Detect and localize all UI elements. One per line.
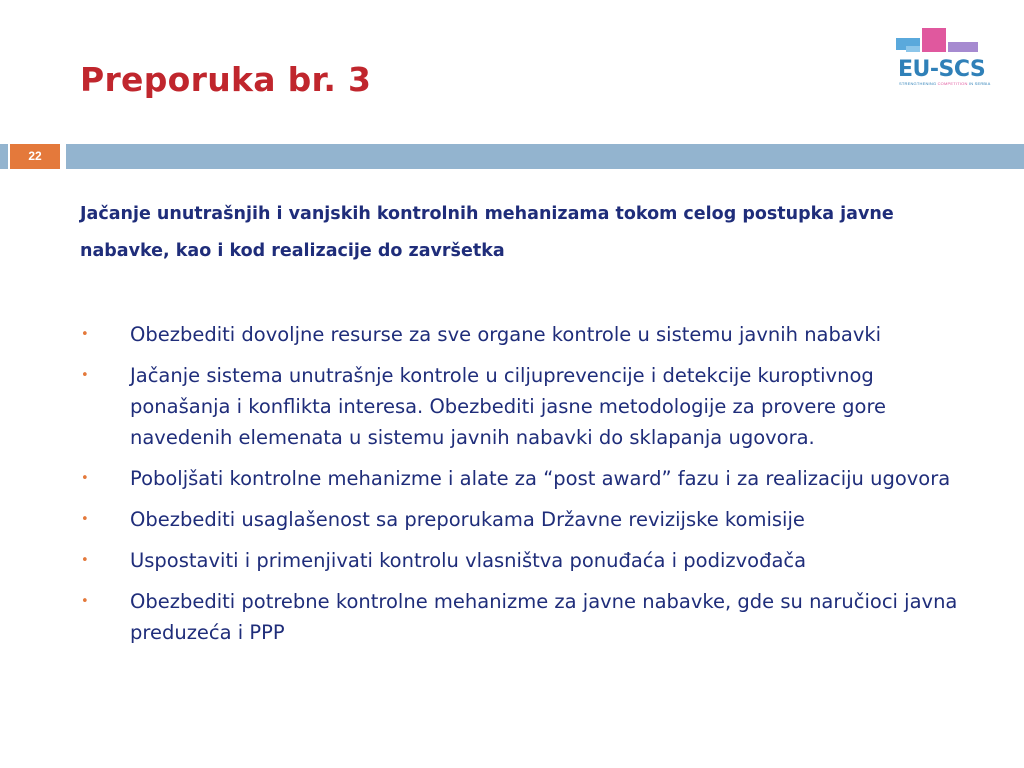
bullet-dot-icon: • [81,594,89,609]
list-item-text: Poboljšati kontrolne mehanizme i alate za “post award” fazu i za realizaciju ugovora [130,467,951,490]
list-item [0,504,960,535]
slide-subtitle: Jačanje unutrašnjih i vanjskih kontrolnih mehanizama tokom celog postupka javne nabavke, kao i kod realizacije do završetka [80,204,894,261]
eu-scs-logo [896,28,991,90]
logo-block-purple [948,42,978,52]
header-band-right [66,144,1024,169]
list-item-text: Obezbediti dovoljne resurse za sve organe kontrole u sistemu javnih nabavki [130,323,882,346]
list-item [0,463,960,494]
list-item-text: Obezbediti usaglašenost sa preporukama Državne revizijske komisije [130,508,805,531]
logo-tagline [899,81,990,86]
bullet-dot-icon: • [81,327,89,342]
logo-tagline-prefix: STRENGTHENING [899,81,938,86]
list-item-text: Uspostaviti i primenjivati kontrolu vlasništva ponuđaća i podizvođača [130,549,807,572]
list-item-text: Obezbediti potrebne kontrolne mehanizme za javne nabavke, gde su naručioci javna preduzeća i PPP [130,590,958,644]
logo-block-pink [922,28,946,52]
slide-number: 22 [10,144,60,169]
list-item [0,319,960,350]
list-item [0,360,960,453]
bullet-dot-icon: • [81,471,89,486]
bullet-dot-icon: • [81,368,89,383]
logo-text: EU-SCS [898,57,986,82]
logo-tagline-highlight: COMPETITION [937,81,968,86]
logo-block-light-blue [906,46,920,52]
bullet-dot-icon: • [81,553,89,568]
logo-tagline-suffix: IN SERBIA [967,81,991,86]
bullet-dot-icon: • [81,512,89,527]
list-item [0,586,960,648]
list-item [0,545,960,576]
slide-title: Preporuka br. 3 [80,60,372,99]
bullet-list [0,319,1000,658]
list-item-text: Jačanje sistema unutrašnje kontrole u ciljuprevencije i detekcije kuroptivnog ponašanja i konflikta interesa. Obezbediti jasne metodologije za provere gore navedenih elemenata u sistemu javnih nabavki do sklapanja ugovora. [130,364,887,449]
header-band-left [0,144,8,169]
